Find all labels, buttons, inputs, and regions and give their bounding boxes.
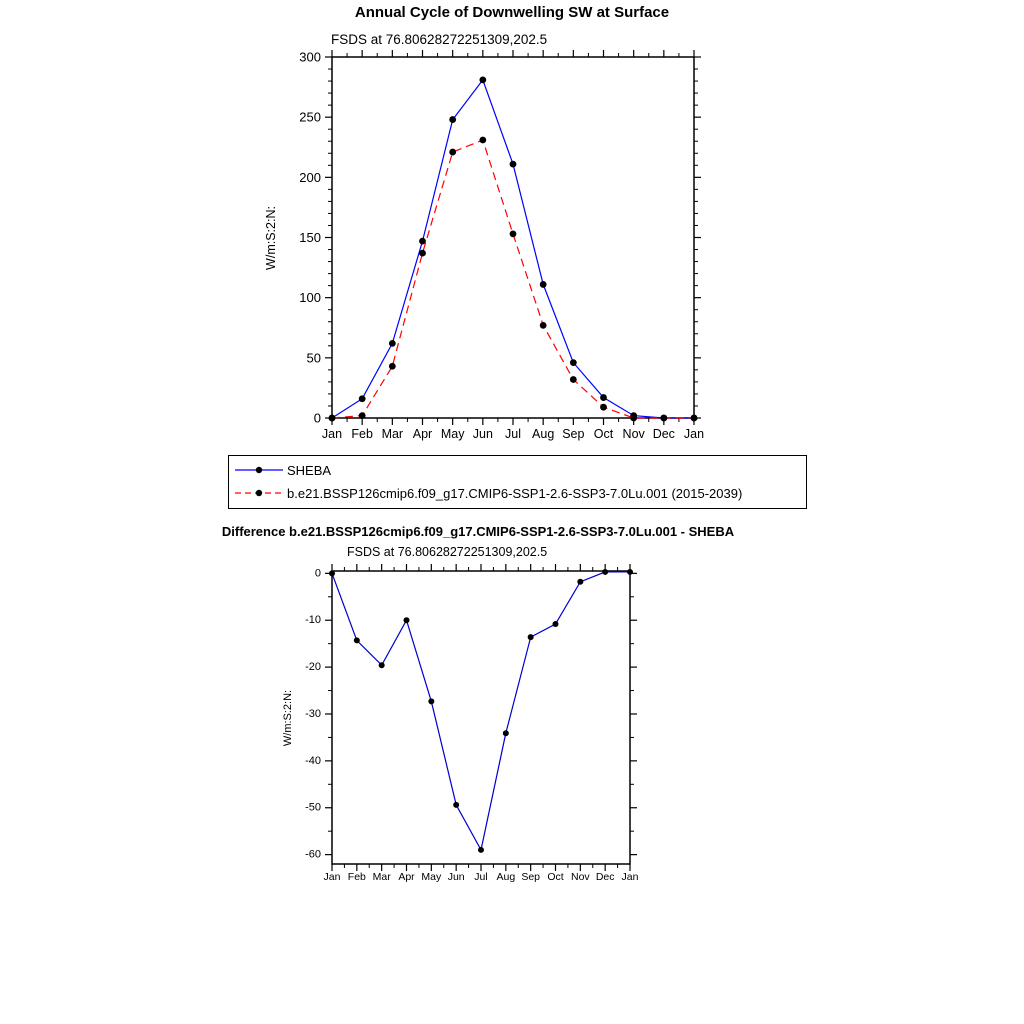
x-tick-label: Jun: [447, 871, 465, 883]
legend-entry-model: [234, 482, 806, 504]
data-point-marker: [600, 394, 607, 401]
y-tick-label: 50: [306, 350, 321, 366]
y-tick-label: 200: [299, 169, 321, 185]
legend-label-model: b.e21.BSSP126cmip6.f09_g17.CMIP6-SSP1-2.6-SSP3-7.0Lu.001 (2015-2039): [287, 485, 743, 501]
data-point-marker: [691, 415, 698, 422]
x-tick-label: Apr: [412, 427, 433, 441]
data-point-marker: [428, 698, 434, 704]
data-point-marker: [540, 281, 547, 288]
x-tick-label: Mar: [372, 871, 391, 883]
data-point-marker: [453, 802, 459, 808]
x-tick-label: Nov: [570, 871, 590, 883]
top-chart-y-axis-label: W/m:S:2:N:: [264, 206, 278, 270]
chart-0: [299, 50, 704, 442]
y-tick-label: -50: [305, 801, 321, 814]
y-tick-label: -40: [305, 754, 321, 767]
data-point-marker: [449, 116, 456, 123]
data-point-marker: [479, 137, 486, 144]
series-line: [332, 140, 694, 418]
y-tick-label: 150: [299, 230, 321, 245]
y-tick-label: 0: [314, 567, 321, 580]
data-point-marker: [478, 847, 484, 853]
data-point-marker: [329, 570, 335, 576]
x-tick-label: Jan: [621, 871, 639, 883]
x-tick-label: Aug: [496, 871, 516, 883]
y-tick-label: 100: [299, 290, 321, 306]
data-point-marker: [510, 161, 517, 168]
x-tick-label: Jan: [323, 871, 341, 883]
y-tick-label: -30: [305, 707, 321, 720]
legend-entry-sheba: [234, 459, 806, 481]
x-tick-label: Feb: [351, 427, 373, 441]
legend-marker-dot: [256, 490, 262, 496]
x-tick-label: Jul: [474, 871, 488, 883]
x-tick-label: Sep: [521, 871, 541, 883]
data-point-marker: [602, 569, 608, 575]
x-tick-label: Sep: [562, 427, 585, 441]
plot-frame: [332, 571, 630, 864]
data-point-marker: [570, 376, 577, 383]
legend-line-sample-dashed: [234, 487, 284, 499]
legend-box: [228, 455, 807, 509]
x-tick-label: Oct: [593, 427, 614, 441]
y-tick-label: 0: [313, 410, 321, 426]
x-tick-label: Jan: [683, 427, 705, 441]
x-tick-label: Mar: [381, 427, 404, 441]
data-point-marker: [359, 395, 366, 402]
data-point-marker: [449, 149, 456, 156]
data-point-marker: [570, 359, 577, 366]
data-point-marker: [660, 415, 667, 422]
x-tick-label: Apr: [398, 871, 415, 883]
legend-label-sheba: SHEBA: [287, 462, 332, 478]
x-tick-label: Dec: [595, 871, 615, 883]
y-tick-label: -10: [305, 614, 321, 627]
x-tick-label: Aug: [532, 427, 555, 441]
bottom-chart-y-axis-label: W/m:S:2:N:: [282, 689, 294, 747]
x-tick-label: Nov: [622, 427, 645, 441]
chart-1: [305, 564, 639, 883]
data-point-marker: [528, 634, 534, 640]
series-line: [332, 80, 694, 418]
x-tick-label: Dec: [652, 427, 675, 441]
x-tick-label: Jul: [505, 427, 521, 441]
x-tick-label: Jan: [321, 427, 343, 441]
data-point-marker: [389, 363, 396, 370]
x-tick-label: Feb: [347, 871, 366, 883]
top-chart-title: Annual Cycle of Downwelling SW at Surface: [354, 4, 670, 21]
data-point-marker: [329, 415, 336, 422]
series-line: [332, 572, 630, 850]
data-point-marker: [354, 637, 360, 643]
y-tick-label: -60: [305, 848, 321, 861]
data-point-marker: [540, 322, 547, 329]
data-point-marker: [479, 76, 486, 83]
top-chart-subtitle: FSDS at 76.80628272251309,202.5: [331, 32, 548, 47]
data-point-marker: [553, 621, 559, 627]
data-point-marker: [600, 404, 607, 411]
legend-line-sample-solid: [234, 464, 284, 476]
x-tick-label: May: [440, 427, 465, 441]
data-point-marker: [630, 415, 637, 422]
y-tick-label: -20: [305, 661, 321, 674]
x-tick-label: May: [421, 871, 442, 883]
data-point-marker: [503, 730, 509, 736]
legend-marker-dot: [256, 467, 262, 473]
data-point-marker: [389, 340, 396, 347]
data-point-marker: [627, 569, 633, 575]
y-tick-label: 250: [299, 109, 321, 125]
plot-frame: [332, 57, 694, 418]
bottom-chart-subtitle: FSDS at 76.80628272251309,202.5: [347, 545, 548, 559]
y-tick-label: 300: [299, 49, 321, 65]
data-point-marker: [359, 412, 366, 419]
x-tick-label: Oct: [547, 871, 564, 883]
x-tick-label: Jun: [472, 427, 493, 441]
data-point-marker: [510, 230, 517, 237]
bottom-chart-title: Difference b.e21.BSSP126cmip6.f09_g17.CMIP6-SSP1-2.6-SSP3-7.0Lu.001 - SHEBA: [221, 524, 735, 539]
data-point-marker: [577, 579, 583, 585]
data-point-marker: [404, 617, 410, 623]
data-point-marker: [379, 662, 385, 668]
data-point-marker: [419, 250, 426, 257]
